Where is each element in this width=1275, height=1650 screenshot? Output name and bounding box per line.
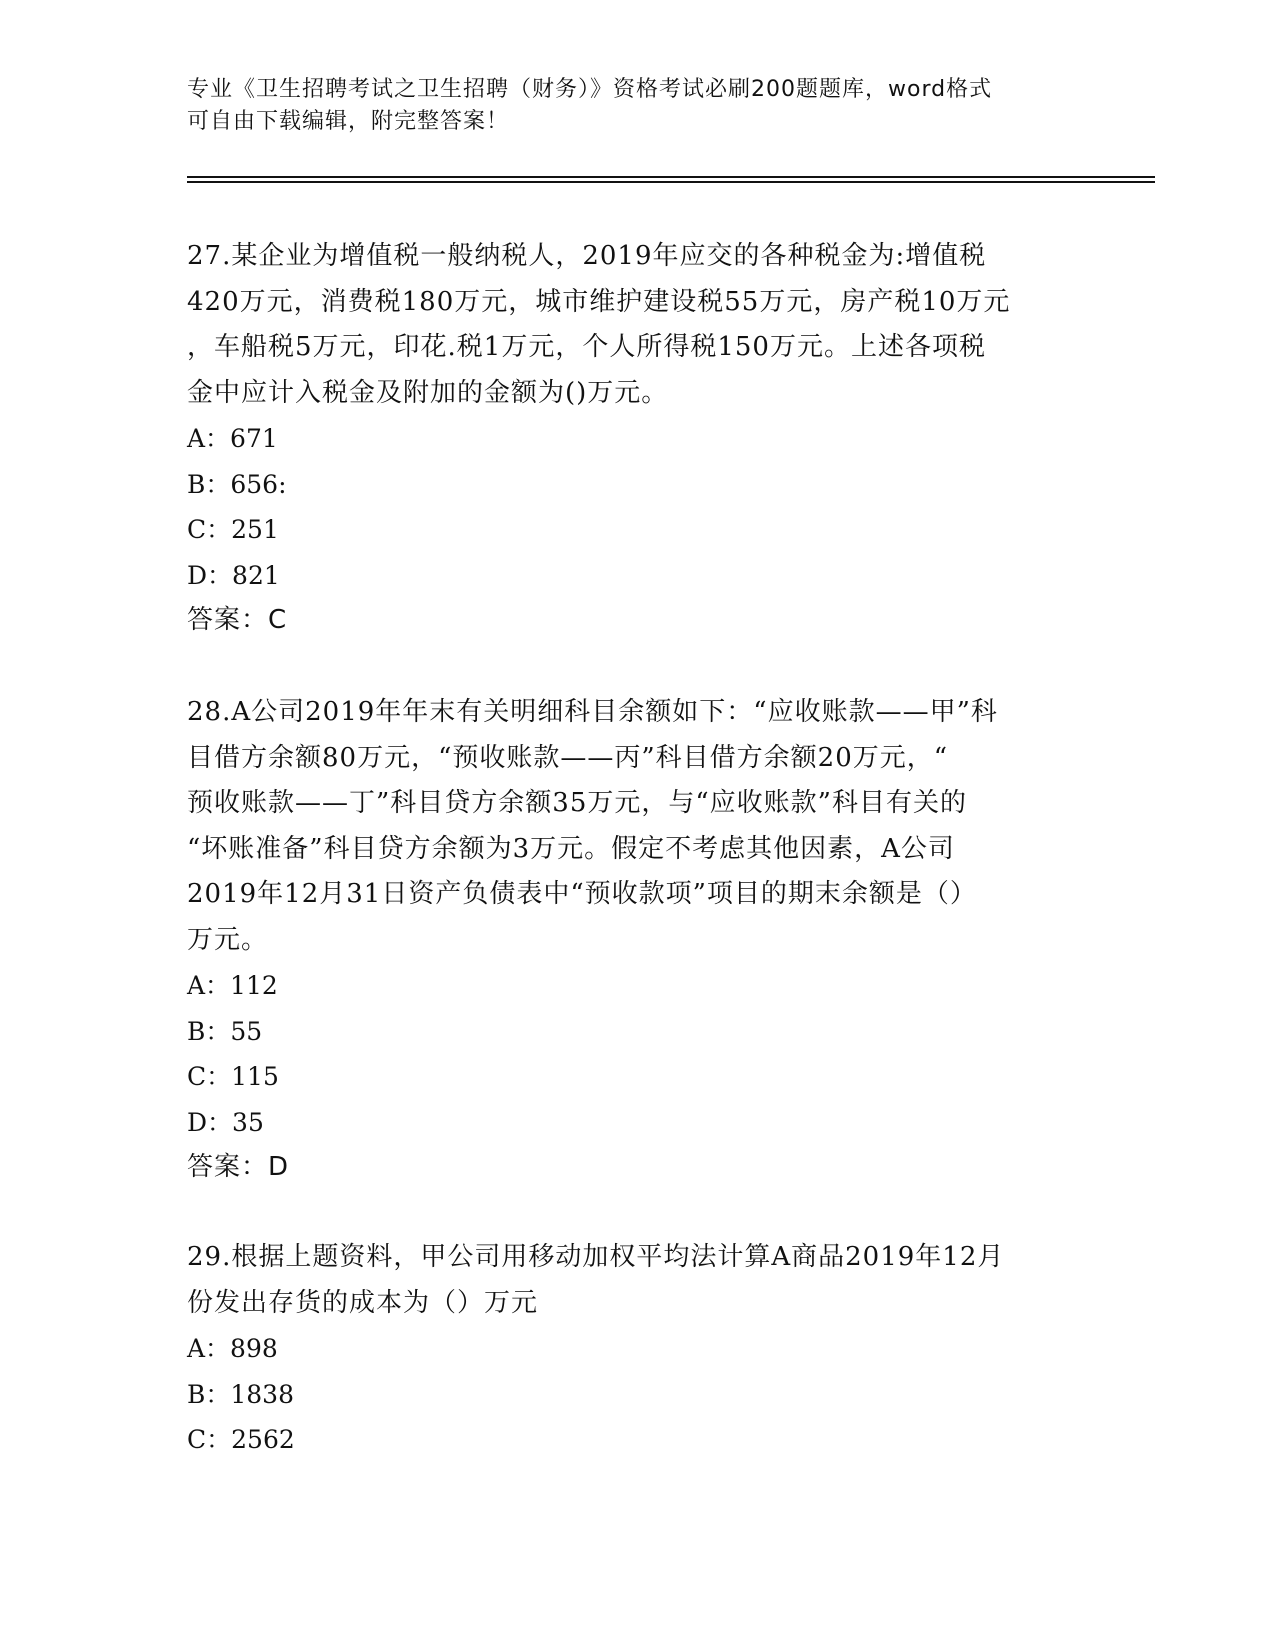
option-d: D：35: [187, 1107, 264, 1137]
question-text-line: 目借方余额80万元，“预收账款——丙”科目借方余额20万元，“: [187, 742, 949, 773]
header-divider-bottom: [187, 181, 1155, 183]
answer-line: 答案：C: [187, 605, 288, 635]
question-text-line: 金中应计入税金及附加的金额为()万元。: [187, 377, 669, 408]
question-text-line: 万元。: [187, 924, 269, 955]
option-b: B：55: [187, 1016, 263, 1046]
option-a: A：671: [187, 424, 278, 453]
question-text-line: 份发出存货的成本为（）万元: [187, 1287, 539, 1318]
answer-line: 答案：D: [187, 1152, 290, 1182]
option-b: B：656:: [187, 469, 287, 499]
question-text-line: 28.A公司2019年年末有关明细科目余额如下：“应收账款——甲”科: [187, 697, 998, 727]
header-title-line-1: 专业《卫生招聘考试之卫生招聘（财务）》资格考试必刷200题题库，word格式: [187, 77, 993, 102]
question-28: [187, 690, 1087, 1191]
option-c: C：2562: [187, 1425, 295, 1454]
option-c: C：115: [187, 1062, 279, 1091]
option-a: A：898: [187, 1334, 278, 1363]
question-text-line: 420万元，消费税180万元，城市维护建设税55万元，房产税10万元: [187, 286, 1011, 317]
header-title-line-2: 可自由下载编辑，附完整答案！: [187, 109, 510, 134]
option-d: D：821: [187, 560, 280, 590]
question-text-line: “坏账准备”科目贷方余额为3万元。假定不考虑其他因素，A公司: [187, 833, 955, 864]
question-text-line: 预收账款——丁”科目贷方余额35万元，与“应收账款”科目有关的: [187, 788, 967, 818]
question-text-line: 2019年12月31日资产负债表中“预收款项”项目的期末余额是（）: [187, 879, 977, 909]
question-text-line: ，车船税5万元，印花.税1万元，个人所得税150万元。上述各项税: [187, 332, 986, 362]
question-29: [187, 1235, 1087, 1463]
option-a: A：112: [187, 971, 278, 1000]
document-header: [187, 74, 1067, 138]
question-text-line: 29.根据上题资料，甲公司用移动加权平均法计算A商品2019年12月: [187, 1242, 1005, 1272]
option-c: C：251: [187, 515, 279, 544]
header-divider-top: [187, 176, 1155, 178]
question-27: [187, 234, 1087, 644]
option-b: B：1838: [187, 1379, 294, 1409]
question-text-line: 27.某企业为增值税一般纳税人，2019年应交的各种税金为:增值税: [187, 241, 987, 271]
